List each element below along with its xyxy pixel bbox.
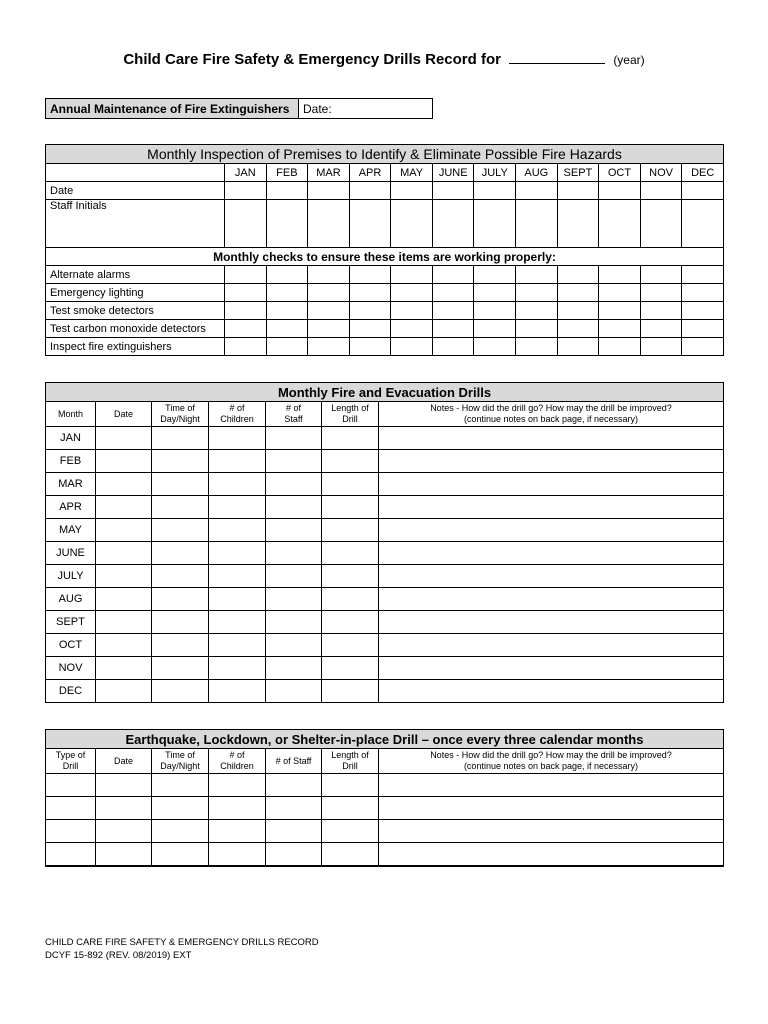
check-cell[interactable] bbox=[432, 266, 474, 284]
entry-cell[interactable] bbox=[322, 542, 379, 565]
entry-cell[interactable] bbox=[96, 634, 152, 657]
entry-cell[interactable] bbox=[379, 565, 724, 588]
row-month: SEPT bbox=[46, 611, 96, 634]
entry-cell[interactable] bbox=[379, 634, 724, 657]
entry-cell[interactable] bbox=[379, 680, 724, 703]
entry-cell[interactable] bbox=[152, 427, 209, 450]
check-cell[interactable] bbox=[474, 302, 516, 320]
staff-initials-cell[interactable] bbox=[349, 200, 391, 248]
staff-initials-cell[interactable] bbox=[308, 200, 350, 248]
entry-cell[interactable] bbox=[209, 542, 266, 565]
check-cell[interactable] bbox=[266, 320, 308, 338]
check-row bbox=[46, 320, 724, 338]
col-notes: Notes - How did the drill go? How may the drill be improved? (continue notes on back page, if necessary) bbox=[379, 402, 724, 427]
entry-cell[interactable] bbox=[152, 774, 209, 797]
month-header: JULY bbox=[474, 164, 516, 182]
entry-cell[interactable] bbox=[152, 519, 209, 542]
col-time: Time of Day/Night bbox=[152, 402, 209, 427]
entry-cell[interactable] bbox=[209, 843, 266, 867]
entry-cell[interactable] bbox=[96, 843, 152, 867]
check-cell[interactable] bbox=[225, 266, 267, 284]
check-cell[interactable] bbox=[266, 284, 308, 302]
inspection-table bbox=[45, 144, 724, 356]
table-row bbox=[46, 657, 724, 680]
entry-cell[interactable] bbox=[266, 542, 322, 565]
entry-cell[interactable] bbox=[152, 634, 209, 657]
date-cell[interactable] bbox=[599, 182, 641, 200]
check-row bbox=[46, 338, 724, 356]
month-header: FEB bbox=[266, 164, 308, 182]
entry-cell[interactable] bbox=[379, 473, 724, 496]
check-cell[interactable] bbox=[474, 284, 516, 302]
footer bbox=[45, 936, 319, 962]
check-cell[interactable] bbox=[640, 302, 682, 320]
date-cell[interactable] bbox=[266, 182, 308, 200]
check-cell[interactable] bbox=[599, 266, 641, 284]
check-cell[interactable] bbox=[308, 320, 350, 338]
check-label: Inspect fire extinguishers bbox=[46, 338, 225, 356]
check-cell[interactable] bbox=[557, 320, 599, 338]
check-cell[interactable] bbox=[391, 284, 433, 302]
entry-cell[interactable] bbox=[379, 588, 724, 611]
check-cell[interactable] bbox=[432, 284, 474, 302]
row-month: JAN bbox=[46, 427, 96, 450]
staff-initials-cell[interactable] bbox=[266, 200, 308, 248]
entry-cell[interactable] bbox=[209, 588, 266, 611]
check-cell[interactable] bbox=[349, 266, 391, 284]
entry-cell[interactable] bbox=[322, 450, 379, 473]
fire-drills-header: Monthly Fire and Evacuation Drills bbox=[46, 383, 724, 402]
entry-cell[interactable] bbox=[322, 565, 379, 588]
check-cell[interactable] bbox=[349, 320, 391, 338]
month-header: NOV bbox=[640, 164, 682, 182]
check-cell[interactable] bbox=[432, 320, 474, 338]
row-month: AUG bbox=[46, 588, 96, 611]
staff-initials-cell[interactable] bbox=[432, 200, 474, 248]
month-header: JUNE bbox=[432, 164, 474, 182]
entry-cell[interactable] bbox=[96, 820, 152, 843]
check-cell[interactable] bbox=[640, 266, 682, 284]
entry-cell[interactable] bbox=[322, 820, 379, 843]
col-month: Month bbox=[46, 402, 96, 427]
row-month: APR bbox=[46, 496, 96, 519]
row-month: MAR bbox=[46, 473, 96, 496]
entry-cell[interactable] bbox=[322, 519, 379, 542]
entry-cell[interactable] bbox=[209, 496, 266, 519]
year-blank-line[interactable] bbox=[509, 50, 605, 64]
table-row bbox=[46, 843, 724, 867]
entry-cell[interactable] bbox=[322, 657, 379, 680]
staff-initials-cell[interactable] bbox=[516, 200, 558, 248]
entry-cell[interactable] bbox=[46, 797, 96, 820]
entry-cell[interactable] bbox=[266, 820, 322, 843]
maintenance-label: Annual Maintenance of Fire Extinguishers bbox=[46, 99, 299, 119]
col-children: # of Children bbox=[209, 749, 266, 774]
check-cell[interactable] bbox=[682, 320, 724, 338]
date-cell[interactable] bbox=[308, 182, 350, 200]
month-header: OCT bbox=[599, 164, 641, 182]
check-row bbox=[46, 266, 724, 284]
check-cell[interactable] bbox=[349, 302, 391, 320]
month-header: DEC bbox=[682, 164, 724, 182]
check-cell[interactable] bbox=[599, 284, 641, 302]
col-length: Length of Drill bbox=[322, 402, 379, 427]
entry-cell[interactable] bbox=[209, 797, 266, 820]
entry-cell[interactable] bbox=[266, 450, 322, 473]
entry-cell[interactable] bbox=[96, 450, 152, 473]
check-cell[interactable] bbox=[308, 266, 350, 284]
check-cell[interactable] bbox=[391, 320, 433, 338]
entry-cell[interactable] bbox=[209, 820, 266, 843]
entry-cell[interactable] bbox=[266, 680, 322, 703]
entry-cell[interactable] bbox=[209, 680, 266, 703]
entry-cell[interactable] bbox=[266, 427, 322, 450]
table-row bbox=[46, 565, 724, 588]
date-cell[interactable] bbox=[432, 182, 474, 200]
entry-cell[interactable] bbox=[266, 843, 322, 867]
entry-cell[interactable] bbox=[46, 820, 96, 843]
entry-cell[interactable] bbox=[96, 774, 152, 797]
check-cell[interactable] bbox=[516, 320, 558, 338]
table-row bbox=[46, 634, 724, 657]
inspection-staff-label: Staff Initials bbox=[46, 200, 225, 248]
entry-cell[interactable] bbox=[96, 496, 152, 519]
entry-cell[interactable] bbox=[209, 450, 266, 473]
check-cell[interactable] bbox=[682, 302, 724, 320]
entry-cell[interactable] bbox=[96, 657, 152, 680]
entry-cell[interactable] bbox=[379, 427, 724, 450]
staff-initials-cell[interactable] bbox=[599, 200, 641, 248]
entry-cell[interactable] bbox=[209, 634, 266, 657]
month-header: MAY bbox=[391, 164, 433, 182]
check-cell[interactable] bbox=[474, 320, 516, 338]
entry-cell[interactable] bbox=[96, 542, 152, 565]
check-cell[interactable] bbox=[349, 338, 391, 356]
check-cell[interactable] bbox=[516, 302, 558, 320]
entry-cell[interactable] bbox=[266, 565, 322, 588]
check-cell[interactable] bbox=[599, 338, 641, 356]
entry-cell[interactable] bbox=[379, 797, 724, 820]
check-cell[interactable] bbox=[599, 320, 641, 338]
row-month: DEC bbox=[46, 680, 96, 703]
entry-cell[interactable] bbox=[322, 843, 379, 867]
entry-cell[interactable] bbox=[152, 843, 209, 867]
entry-cell[interactable] bbox=[152, 657, 209, 680]
entry-cell[interactable] bbox=[152, 820, 209, 843]
table-row bbox=[46, 450, 724, 473]
entry-cell[interactable] bbox=[152, 542, 209, 565]
check-cell[interactable] bbox=[474, 338, 516, 356]
check-cell[interactable] bbox=[640, 284, 682, 302]
table-row bbox=[46, 473, 724, 496]
footer-line-2: DCYF 15-892 (REV. 08/2019) EXT bbox=[45, 950, 192, 961]
entry-cell[interactable] bbox=[266, 657, 322, 680]
entry-cell[interactable] bbox=[96, 519, 152, 542]
inspection-checks-header: Monthly checks to ensure these items are working properly: bbox=[46, 248, 724, 266]
check-label: Test smoke detectors bbox=[46, 302, 225, 320]
check-cell[interactable] bbox=[308, 284, 350, 302]
entry-cell[interactable] bbox=[322, 588, 379, 611]
check-cell[interactable] bbox=[516, 284, 558, 302]
row-month: JULY bbox=[46, 565, 96, 588]
entry-cell[interactable] bbox=[379, 843, 724, 867]
fire-drills-table bbox=[45, 382, 724, 703]
row-month: OCT bbox=[46, 634, 96, 657]
check-cell[interactable] bbox=[557, 284, 599, 302]
col-staff: # of Staff bbox=[266, 402, 322, 427]
entry-cell[interactable] bbox=[96, 680, 152, 703]
date-cell[interactable] bbox=[474, 182, 516, 200]
maintenance-table bbox=[45, 98, 433, 119]
entry-cell[interactable] bbox=[322, 496, 379, 519]
entry-cell[interactable] bbox=[96, 473, 152, 496]
check-cell[interactable] bbox=[391, 302, 433, 320]
entry-cell[interactable] bbox=[46, 774, 96, 797]
month-header: MAR bbox=[308, 164, 350, 182]
entry-cell[interactable] bbox=[322, 473, 379, 496]
month-header: AUG bbox=[516, 164, 558, 182]
entry-cell[interactable] bbox=[152, 797, 209, 820]
row-month: JUNE bbox=[46, 542, 96, 565]
col-length: Length of Drill bbox=[322, 749, 379, 774]
entry-cell[interactable] bbox=[152, 450, 209, 473]
entry-cell[interactable] bbox=[152, 565, 209, 588]
check-cell[interactable] bbox=[266, 338, 308, 356]
col-children: # of Children bbox=[209, 402, 266, 427]
table-row bbox=[46, 680, 724, 703]
inspection-header: Monthly Inspection of Premises to Identify & Eliminate Possible Fire Hazards bbox=[46, 145, 724, 164]
entry-cell[interactable] bbox=[266, 519, 322, 542]
date-cell[interactable] bbox=[349, 182, 391, 200]
entry-cell[interactable] bbox=[379, 774, 724, 797]
row-month: MAY bbox=[46, 519, 96, 542]
title-text: Child Care Fire Safety & Emergency Drills Record for bbox=[123, 51, 501, 68]
col-date: Date bbox=[96, 749, 152, 774]
entry-cell[interactable] bbox=[96, 797, 152, 820]
entry-cell[interactable] bbox=[322, 774, 379, 797]
month-header: JAN bbox=[225, 164, 267, 182]
inspection-corner-cell bbox=[46, 164, 225, 182]
row-month: FEB bbox=[46, 450, 96, 473]
entry-cell[interactable] bbox=[266, 496, 322, 519]
entry-cell[interactable] bbox=[209, 473, 266, 496]
check-cell[interactable] bbox=[225, 284, 267, 302]
check-cell[interactable] bbox=[308, 302, 350, 320]
entry-cell[interactable] bbox=[209, 774, 266, 797]
entry-cell[interactable] bbox=[96, 588, 152, 611]
check-label: Test carbon monoxide detectors bbox=[46, 320, 225, 338]
table-row bbox=[46, 588, 724, 611]
check-cell[interactable] bbox=[640, 320, 682, 338]
table-row bbox=[46, 519, 724, 542]
check-cell[interactable] bbox=[682, 284, 724, 302]
table-row bbox=[46, 820, 724, 843]
date-cell[interactable] bbox=[225, 182, 267, 200]
month-header: APR bbox=[349, 164, 391, 182]
check-cell[interactable] bbox=[557, 266, 599, 284]
col-notes: Notes - How did the drill go? How may the drill be improved? (continue notes on back page, if necessary) bbox=[379, 749, 724, 774]
check-cell[interactable] bbox=[432, 338, 474, 356]
table-row bbox=[46, 542, 724, 565]
entry-cell[interactable] bbox=[209, 519, 266, 542]
entry-cell[interactable] bbox=[379, 496, 724, 519]
entry-cell[interactable] bbox=[322, 611, 379, 634]
row-month: NOV bbox=[46, 657, 96, 680]
date-cell[interactable] bbox=[640, 182, 682, 200]
entry-cell[interactable] bbox=[379, 450, 724, 473]
col-staff: # of Staff bbox=[266, 749, 322, 774]
entry-cell[interactable] bbox=[152, 588, 209, 611]
entry-cell[interactable] bbox=[96, 565, 152, 588]
entry-cell[interactable] bbox=[266, 473, 322, 496]
entry-cell[interactable] bbox=[322, 680, 379, 703]
check-cell[interactable] bbox=[349, 284, 391, 302]
year-label: (year) bbox=[613, 53, 645, 67]
entry-cell[interactable] bbox=[266, 797, 322, 820]
check-cell[interactable] bbox=[432, 302, 474, 320]
month-header: SEPT bbox=[557, 164, 599, 182]
entry-cell[interactable] bbox=[96, 427, 152, 450]
check-cell[interactable] bbox=[599, 302, 641, 320]
date-cell[interactable] bbox=[391, 182, 433, 200]
entry-cell[interactable] bbox=[322, 427, 379, 450]
earthquake-drills-header: Earthquake, Lockdown, or Shelter-in-place Drill – once every three calendar months bbox=[46, 730, 724, 749]
entry-cell[interactable] bbox=[209, 427, 266, 450]
entry-cell[interactable] bbox=[379, 519, 724, 542]
maintenance-date-field[interactable]: Date: bbox=[299, 99, 433, 119]
check-cell[interactable] bbox=[516, 266, 558, 284]
check-cell[interactable] bbox=[391, 338, 433, 356]
staff-initials-cell[interactable] bbox=[557, 200, 599, 248]
check-cell[interactable] bbox=[516, 338, 558, 356]
entry-cell[interactable] bbox=[152, 496, 209, 519]
date-cell[interactable] bbox=[557, 182, 599, 200]
table-row bbox=[46, 496, 724, 519]
check-label: Emergency lighting bbox=[46, 284, 225, 302]
check-cell[interactable] bbox=[557, 302, 599, 320]
col-time: Time of Day/Night bbox=[152, 749, 209, 774]
check-row bbox=[46, 302, 724, 320]
entry-cell[interactable] bbox=[152, 680, 209, 703]
check-row bbox=[46, 284, 724, 302]
entry-cell[interactable] bbox=[46, 843, 96, 867]
date-cell[interactable] bbox=[682, 182, 724, 200]
check-cell[interactable] bbox=[266, 302, 308, 320]
staff-initials-cell[interactable] bbox=[682, 200, 724, 248]
entry-cell[interactable] bbox=[96, 611, 152, 634]
check-cell[interactable] bbox=[682, 338, 724, 356]
entry-cell[interactable] bbox=[152, 473, 209, 496]
table-row bbox=[46, 611, 724, 634]
entry-cell[interactable] bbox=[209, 657, 266, 680]
date-cell[interactable] bbox=[516, 182, 558, 200]
table-row bbox=[46, 774, 724, 797]
entry-cell[interactable] bbox=[266, 774, 322, 797]
page-title bbox=[0, 50, 768, 68]
check-cell[interactable] bbox=[225, 302, 267, 320]
col-type: Type of Drill bbox=[46, 749, 96, 774]
entry-cell[interactable] bbox=[322, 797, 379, 820]
entry-cell[interactable] bbox=[209, 611, 266, 634]
check-cell[interactable] bbox=[308, 338, 350, 356]
entry-cell[interactable] bbox=[266, 611, 322, 634]
entry-cell[interactable] bbox=[379, 657, 724, 680]
col-date: Date bbox=[96, 402, 152, 427]
earthquake-drills-table bbox=[45, 729, 724, 867]
entry-cell[interactable] bbox=[266, 634, 322, 657]
entry-cell[interactable] bbox=[379, 611, 724, 634]
staff-initials-cell[interactable] bbox=[640, 200, 682, 248]
entry-cell[interactable] bbox=[266, 588, 322, 611]
check-cell[interactable] bbox=[225, 338, 267, 356]
entry-cell[interactable] bbox=[379, 542, 724, 565]
check-cell[interactable] bbox=[225, 320, 267, 338]
entry-cell[interactable] bbox=[322, 634, 379, 657]
check-label: Alternate alarms bbox=[46, 266, 225, 284]
footer-line-1: CHILD CARE FIRE SAFETY & EMERGENCY DRILLS RECORD bbox=[45, 937, 319, 948]
check-cell[interactable] bbox=[682, 266, 724, 284]
check-cell[interactable] bbox=[391, 266, 433, 284]
check-cell[interactable] bbox=[266, 266, 308, 284]
entry-cell[interactable] bbox=[209, 565, 266, 588]
inspection-date-label: Date bbox=[46, 182, 225, 200]
table-row bbox=[46, 427, 724, 450]
entry-cell[interactable] bbox=[379, 820, 724, 843]
check-cell[interactable] bbox=[474, 266, 516, 284]
check-cell[interactable] bbox=[557, 338, 599, 356]
staff-initials-cell[interactable] bbox=[474, 200, 516, 248]
staff-initials-cell[interactable] bbox=[225, 200, 267, 248]
staff-initials-cell[interactable] bbox=[391, 200, 433, 248]
entry-cell[interactable] bbox=[152, 611, 209, 634]
table-row bbox=[46, 797, 724, 820]
check-cell[interactable] bbox=[640, 338, 682, 356]
